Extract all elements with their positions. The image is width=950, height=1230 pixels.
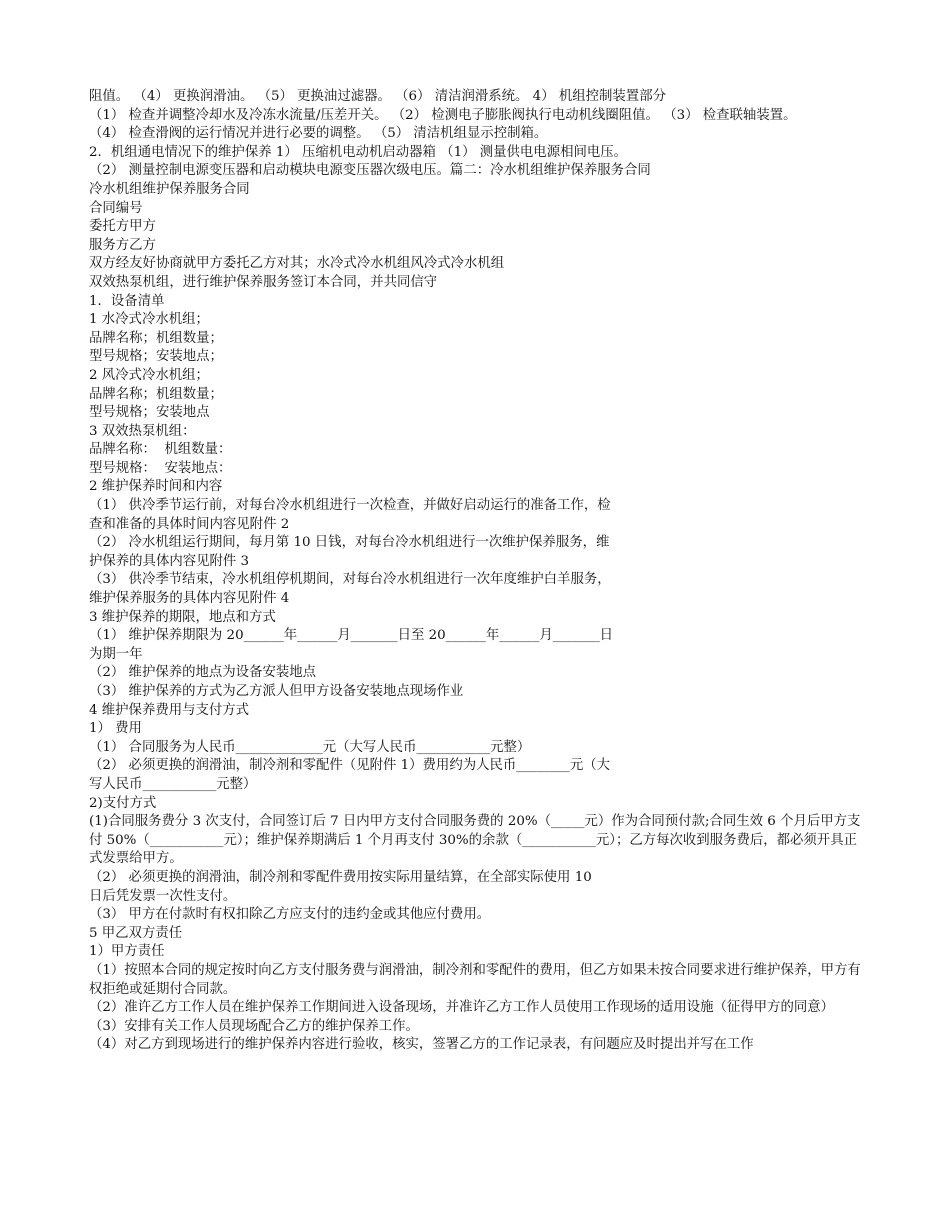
section-heading: 1．设备清单 [89,293,165,309]
text-line: （1） 合同服务为人民币_____________元（大写人民币___________元整） [89,739,531,755]
text-line: （3） 供冷季节结束，冷水机组停机期间，对每台冷水机组进行一次年度维护白羊服务， [89,572,611,588]
text-line: 为期一年 [89,646,143,662]
section-heading: 4 维护保养费用与支付方式 [89,702,250,718]
text-line: （4）对乙方到现场进行的维护保养内容进行验收，核实，签署乙方的工作记录表，有问题应及时提出并写在工作 [89,1037,754,1053]
text-line: 写人民币___________元整） [89,776,257,792]
text-line: （2） 必须更换的润滑油，制冷剂和零配件费用按实际用量结算，在全部实际使用 10 [89,869,592,885]
text-line: （1） 检查并调整冷却水及冷冻水流量/压差开关。 （2） 检测电子膨胀阀执行电动机线圈阻值。 （3） 检查联轴装置。 [89,107,797,123]
subsection-heading: 1）甲方责任 [89,944,165,960]
text-paragraph: （2）准许乙方工作人员在维护保养工作期间进入设备现场，并准许乙方工作人员使用工作现场的适用设施（征得甲方的同意） [89,1000,834,1016]
text-line: 2 风冷式冷水机组； [89,367,209,383]
text-line: （2） 必须更换的润滑油，制冷剂和零配件（见附件 1）费用约为人民币________元（大 [89,758,611,774]
contract-title: 冷水机组维护保养服务合同 [89,181,250,197]
text-line: （2） 测量控制电源变压器和启动模块电源变压器次级电压。篇二：冷水机组维护保养服务合同 [89,163,651,179]
text-line: 双方经友好协商就甲方委托乙方对其；水冷式冷水机组风冷式冷水机组 [89,256,505,272]
text-line: 维护保养服务的具体内容见附件 4 [89,591,290,607]
text-line: 品牌名称；机组数量； [89,386,223,402]
text-line: 型号规格；安装地点； [89,349,223,365]
document-body [89,88,861,1055]
text-line: （2） 维护保养的地点为设备安装地点 [89,665,317,681]
text-line: 3 双效热泵机组： [89,423,196,439]
text-line: 型号规格： 安装地点： [89,460,232,476]
text-line: （3） 维护保养的方式为乙方派人但甲方设备安装地点现场作业 [89,684,464,699]
text-paragraph: （1）按照本合同的规定按时向乙方支付服务费与润滑油，制冷剂和零配件的费用，但乙方如果未按合同要求进行维护保养，甲方有权拒绝或延期付合同款。 [89,962,861,997]
text-line: （4） 检查滑阀的运行情况并进行必要的调整。 （5） 清洁机组显示控制箱。 [89,126,548,142]
text-line: 查和准备的具体时间内容见附件 2 [89,516,290,532]
text-line: （3） 甲方在付款时有权扣除乙方应支付的违约金或其他应付费用。 [89,907,491,923]
section-heading: 3 维护保养的期限，地点和方式 [89,609,276,625]
text-line: （1） 供冷季节运行前，对每台冷水机组进行一次检查，并做好启动运行的准备工作，检 [89,498,611,514]
text-line: 阻值。 （4） 更换润滑油。 （5） 更换油过滤器。 （6） 清洁润滑系统。 4） 机组控制装置部分 [89,89,666,104]
text-line: 双效热泵机组，进行维护保养服务签订本合同，并共同信守 [89,274,438,290]
subsection-heading: 2)支付方式 [89,795,157,811]
text-line: （1） 维护保养期限为 20______年______月_______日至 20______年______月_______日 [89,628,614,644]
text-paragraph: (1)合同服务费分 3 次支付，合同签订后 7 日内甲方支付合同服务费的 20%（_____元）作为合同预付款;合同生效 6 个月后甲方支付 50%（___________元）；维护保养期满后 1 个月再支付 30%的余款（___________元）；乙方每次收到服务费后，都必须开具正式发票给甲方。 [89,814,861,867]
text-line: （2） 冷水机组运行期间，每月第 10 日钱，对每台冷水机组进行一次维护保养服务，维 [89,535,610,551]
contract-number-label: 合同编号 [89,200,143,216]
text-line: 1 水冷式冷水机组； [89,312,209,328]
text-line: （3）安排有关工作人员现场配合乙方的维护保养工作。 [89,1018,419,1034]
text-line: 品牌名称；机组数量； [89,330,223,346]
text-line: 2．机组通电情况下的维护保养 1） 压缩机电动机启动器箱 （1） 测量供电电源相间电压。 [89,144,628,160]
text-line: 型号规格；安装地点 [89,405,210,421]
subsection-heading: 1） 费用 [89,721,142,737]
text-line: 日后凭发票一次性支付。 [89,888,237,904]
party-b-label: 服务方乙方 [89,237,156,253]
section-heading: 2 维护保养时间和内容 [89,479,223,495]
party-a-label: 委托方甲方 [89,219,156,235]
section-heading: 5 甲乙双方责任 [89,925,183,941]
text-line: 护保养的具体内容见附件 3 [89,553,250,569]
text-line: 品牌名称： 机组数量： [89,442,232,458]
